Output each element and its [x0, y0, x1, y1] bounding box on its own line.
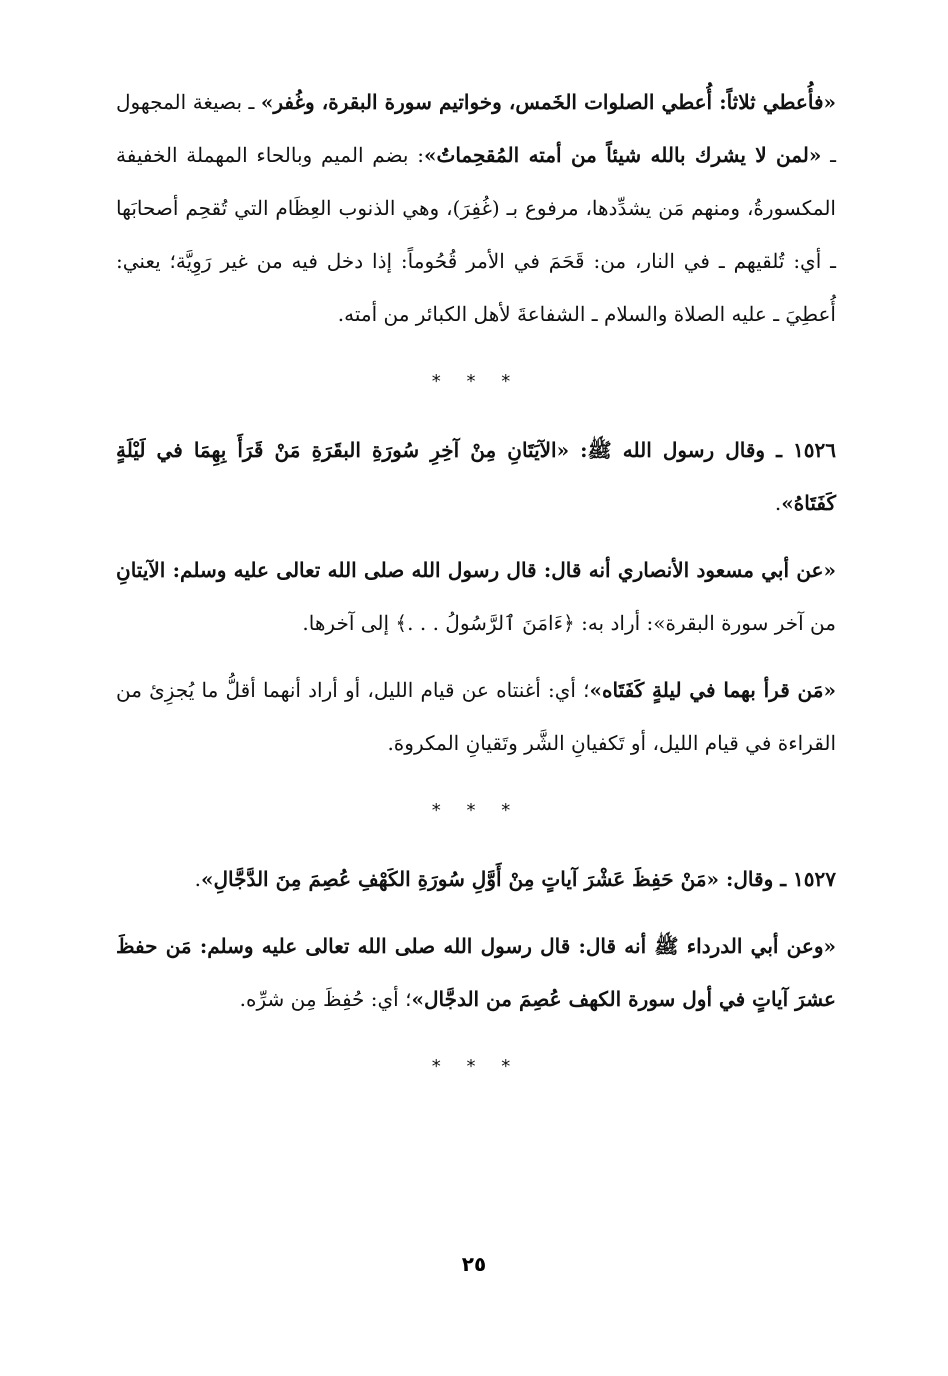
commentary-paragraph [116, 544, 836, 650]
quoted-hadith-text: «لمن لا يشرك بالله شيئاً من أمته المُقحِماتُ» [423, 143, 822, 167]
hadith-text: ١٥٢٧ ـ وقال: «مَنْ حَفِظَ عَشْرَ آياتٍ مِنْ أَوَّلِ سُورَةِ الكَهْفِ عُصِمَ مِنَ الدَّجَّالِ» [200, 867, 836, 891]
section-separator: * * * [431, 371, 521, 392]
hadith-1527: ١٥٢٧ ـ وقال: «مَنْ حَفِظَ عَشْرَ آياتٍ مِنْ أَوَّلِ سُورَةِ الكَهْفِ عُصِمَ مِنَ الدَّجَّالِ». [194, 867, 836, 891]
commentary-text: إلى آخرها. [302, 611, 396, 635]
commentary-paragraph [116, 664, 836, 770]
page-number: ٢٥ [461, 1252, 487, 1276]
commentary-text: : بضم الميم وبالحاء المهملة الخفيفة المكسورةُ، ومنهم مَن يشدِّدها، مرفوع بـ (غُفِرَ)، وهي الذنوب العِظَام التي تُقحِم أصحابَها ـ أي: تُلقيهم ـ في النار، من: قَحَمَ في الأمر قُحُوماً: إذا دخل فيه من غير رَوِيَّة؛ يعني: أُعطِيَ ـ عليه الصلاة والسلام ـ الشفاعةَ لأهل الكبائر من أمته. [116, 143, 836, 326]
commentary-paragraph [116, 76, 836, 341]
commentary-text: ؛ أي: حُفِظَ مِن شرِّه. [239, 987, 412, 1011]
quoted-hadith-text: «وعن أبي الدرداء ﷺ أنه قال: قال رسول الله صلى الله تعالى عليه وسلم: مَن حفظَ عشرَ آياتٍ في أول سورة الكهف عُصِمَ من الدجَّال» [116, 934, 836, 1011]
commentary-text: ؛ أي: أغنتاه عن قيام الليل، أو أراد أنهما أقلُّ ما يُجزِئ من القراءة في قيام الليل، أو تَكفيانِ الشَّر وتَقيانِ المكروهَ. [116, 678, 836, 755]
commentary-text: من آخر سورة البقرة»: أراد به: [574, 611, 836, 635]
quoted-hadith-text: «عن أبي مسعود الأنصاري أنه قال: قال رسول الله صلى الله تعالى عليه وسلم: الآيتانِ [116, 558, 836, 582]
section-separator: * * * [431, 1056, 521, 1077]
section-separator: * * * [431, 800, 521, 821]
hadith-text: ١٥٢٦ ـ وقال رسول الله ﷺ: «الآيَتَانِ مِنْ آخِرِ سُورَةِ البقَرَةِ مَنْ قَرَأَ بِهِمَا في لَيْلَةٍ كَفَتَاهُ» [116, 438, 836, 515]
quran-quote: ﴿ءَامَنَ ٱلرَّسُولُ . . .﴾ [395, 611, 575, 635]
commentary-paragraph [116, 920, 836, 1026]
page-body [116, 76, 836, 1109]
quoted-hadith-text: «مَن قرأ بهما في ليلةٍ كَفَتَاه» [589, 678, 836, 702]
commentary-text: ـ بصيغة المجهول ـ [116, 90, 837, 167]
hadith-1526: ١٥٢٦ ـ وقال رسول الله ﷺ: «الآيَتَانِ مِنْ آخِرِ سُورَةِ البقَرَةِ مَنْ قَرَأَ بِهِمَا في لَيْلَةٍ كَفَتَاهُ». [116, 438, 836, 515]
quoted-hadith-text: «فأُعطي ثلاثاً: أُعطي الصلوات الخَمس، وخواتيم سورة البقرة، وغُفر» [260, 90, 837, 114]
